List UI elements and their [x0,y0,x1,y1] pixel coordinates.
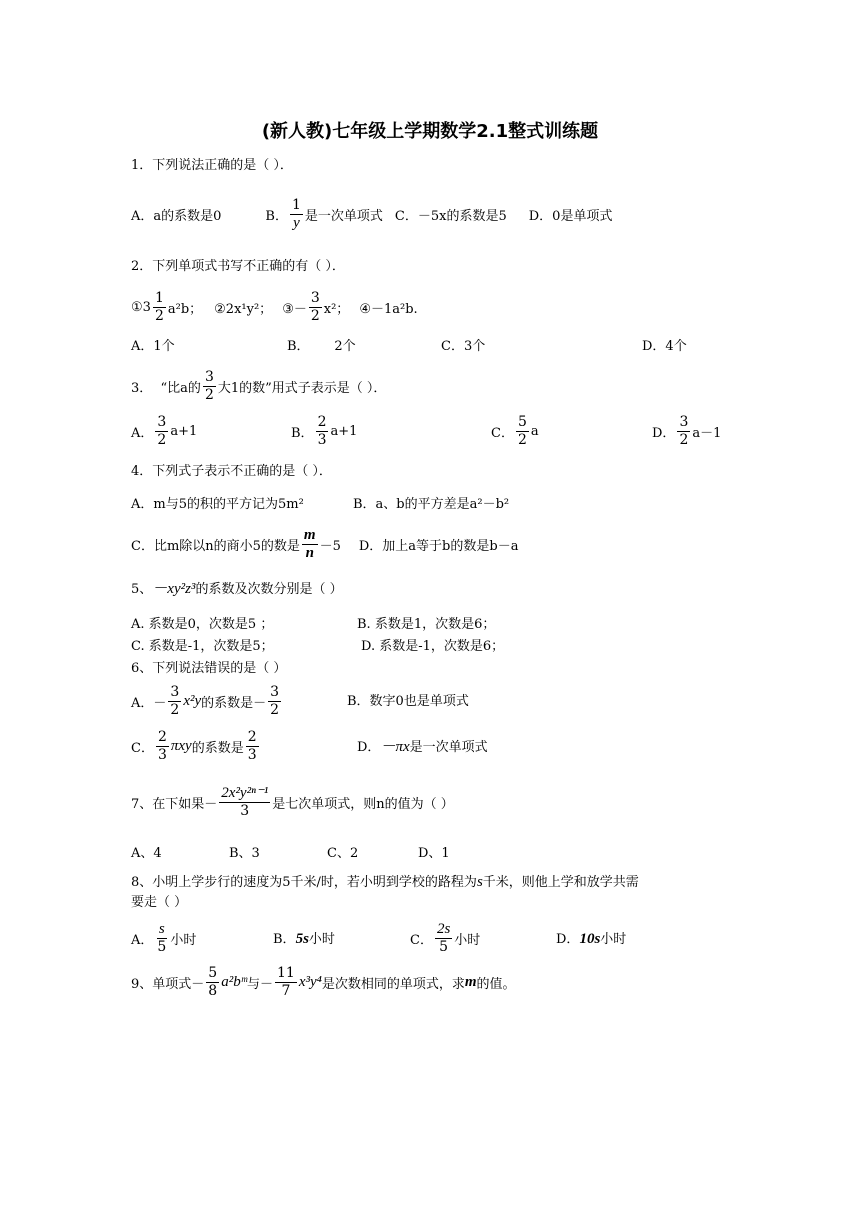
q7-option-a: A、4 [131,846,162,861]
q5-option-d: D. 系数是-1，次数是6； [361,639,505,654]
q8-option-c [410,918,480,958]
q6-option-a [131,681,283,721]
q9-expression-1: a²bᵐ [221,973,247,990]
q8-option-b-label: B． [273,932,296,947]
q3-option-a-fraction: $\frac{3}{2}$ [157,413,167,448]
q5-option-a: A. 系数是0，次数是5 ； [131,617,274,632]
q9-expression-2: x³y⁴ [298,973,322,990]
q3-option-a-label: A． [131,425,154,441]
q9-fraction-1: $\frac{5}{8}$ [208,964,218,999]
q7-option-c: C、2 [327,846,359,861]
q8-stem-line1 [131,874,639,891]
q3-stem-text: 大1的数”用式子表示是（ ）． [217,380,387,396]
q9-variable: m [464,973,477,990]
q6-option-a-text: 的系数是－ [201,695,267,711]
q1-option-d: D．0是单项式 [528,208,613,224]
q8-option-d-text: 小时 [600,932,627,947]
q4-option-c-suffix: －5 [319,538,341,554]
q9-suffix: 的值。 [476,976,516,992]
q3-option-b-text: a+1 [330,423,358,439]
q4-option-b: B．a、b的平方差是a²－b² [353,497,510,512]
q3-stem [131,366,386,406]
q7-stem-text: 是七次单项式，则n的值为（ ） [272,796,454,812]
q8-stem-variable: s [476,874,483,890]
q3-option-b-fraction: $\frac{2}{3}$ [317,413,327,448]
q1-stem: 1．下列说法正确的是（ ）． [131,158,293,173]
q8-stem-text: 千米，则他上学和放学共需 [482,875,639,890]
q3-option-c-label: C． [491,425,514,441]
q1-option-c: C．－5x的系数是5 [394,208,507,224]
q1-option-b-text: 是一次单项式 [304,208,383,224]
q2-items [131,287,418,327]
q2-option-d: D．4个 [642,339,687,354]
q7-stem [131,782,454,822]
q3-stem-prefix: 3． “比a的 [131,380,201,396]
q6-option-c-label: C． [131,740,154,756]
q8-option-d-label: D． [556,932,580,947]
q7-stem-fraction: $\frac{\text{2x²y²ⁿ⁻¹}}{3}$ [221,784,269,819]
q3-stem-fraction: $\frac{3}{2}$ [204,368,214,403]
q8-option-d-expression: 10s [579,931,601,947]
q2-option-b: B． 2个 [287,339,356,354]
q9-connector: 与－ [246,976,273,992]
q4-option-c [131,524,518,564]
q6-option-a-coefficient: $\frac{3}{2}$ [270,683,280,718]
q8-option-a-text: 小时 [170,932,197,948]
q6-option-a-fraction: $\frac{3}{2}$ [170,683,180,718]
q9-prefix: 9、单项式－ [131,976,205,992]
q2-option-a: A．1个 [131,339,175,354]
q2-item-1-text: a²b； [167,301,203,317]
q8-stem-prefix: 8、小明上学步行的速度为5千米/时，若小明到学校的路程为 [131,875,477,890]
q6-option-c [131,726,261,766]
q1-option-b-prefix: B． [265,208,288,224]
q8-option-c-fraction: $\frac{2s}{5}$ [436,920,451,955]
q8-option-b-expression: 5s [295,931,309,947]
q8-option-a-label: A． [131,932,154,948]
q2-item-2: ②2x¹y²； [214,301,273,317]
q2-item-4: ④－1a²b. [359,301,418,317]
q4-option-a: A．m与5的积的平方记为5m² [131,497,304,512]
q3-option-a [131,411,197,451]
q8-option-d [556,931,626,948]
q6-option-a-expression: x²y [183,692,202,709]
q4-option-c-fraction: $\frac{m}{n}$ [303,526,316,561]
q7-stem-prefix: 7、在下如果－ [131,796,218,812]
q7-option-b: B、3 [229,846,260,861]
q3-option-c-fraction: $\frac{5}{2}$ [517,413,527,448]
q6-option-a-label: A．－ [131,695,167,711]
q4-stem: 4．下列式子表示不正确的是（ ）． [131,464,332,479]
q8-option-a [131,918,196,958]
q6-option-b: B．数字0也是单项式 [347,694,469,709]
q4-option-c-text: C．比m除以n的商小5的数是 [131,538,300,554]
q5-option-b: B. 系数是1，次数是6； [357,617,496,632]
q6-option-d-expression: －πx [380,739,410,755]
q6-option-d [357,739,488,756]
q2-item-1-fraction: $\frac{1}{2}$ [154,289,164,324]
q2-stem: 2．下列单项式书写不正确的有（ ）． [131,259,345,274]
q8-option-b-text: 小时 [308,932,335,947]
q3-option-b-label: B． [291,425,314,441]
q6-option-c-fraction: $\frac{2}{3}$ [157,728,167,763]
q5-stem-prefix: 5、 [131,582,153,597]
q2-option-c: C．3个 [441,339,486,354]
q9-fraction-2: $\frac{11}{7}$ [276,964,295,999]
q3-option-a-text: a+1 [170,423,198,439]
q2-item-3-text: x²； [323,301,350,317]
q3-option-d-fraction: $\frac{3}{2}$ [679,413,689,448]
q5-stem-text: 的系数及次数分别是（ ） [195,582,343,597]
q7-option-d: D、1 [418,846,450,861]
q2-item-3-fraction: $\frac{3}{2}$ [310,289,320,324]
q6-option-c-coefficient: $\frac{2}{3}$ [247,728,257,763]
q5-stem [131,581,343,598]
q1-option-b-fraction: $\frac{1}{y}$ [291,196,301,231]
q8-option-c-label: C． [410,932,433,948]
q2-item-1-prefix: ①3 [131,299,151,315]
q8-stem-line2: 要走（ ） [131,895,188,910]
q3-option-d-text: a－1 [692,425,722,441]
q3-option-d-label: D． [652,425,676,441]
q5-stem-expression: －xy²z³ [152,581,196,597]
q5-option-c: C. 系数是-1，次数是5； [131,639,274,654]
q4-option-d: D．加上a等于b的数是b－a [358,538,519,554]
q6-option-d-label: D． [357,740,381,755]
q1-options [131,194,612,234]
q3-option-c [491,411,539,451]
q3-option-c-text: a [530,423,539,439]
q8-option-b [273,931,335,948]
q9-text: 是次数相同的单项式，求 [321,976,465,992]
q8-option-a-fraction: $\frac{s}{5}$ [157,920,167,955]
q2-item-3-prefix: ③－ [282,301,307,317]
q6-option-c-expression: πxy [170,737,192,754]
q8-option-c-text: 小时 [454,932,481,948]
q6-option-c-text: 的系数是 [191,740,244,756]
q6-option-d-text: 是一次单项式 [409,740,488,755]
page-title: (新人教)七年级上学期数学2.1整式训练题 [261,121,599,142]
q3-option-d [652,411,721,451]
q1-option-a: A．a的系数是0 [131,208,222,224]
q6-stem: 6、下列说法错误的是（ ） [131,661,287,676]
q3-option-b [291,411,357,451]
q9-stem [131,962,516,1002]
